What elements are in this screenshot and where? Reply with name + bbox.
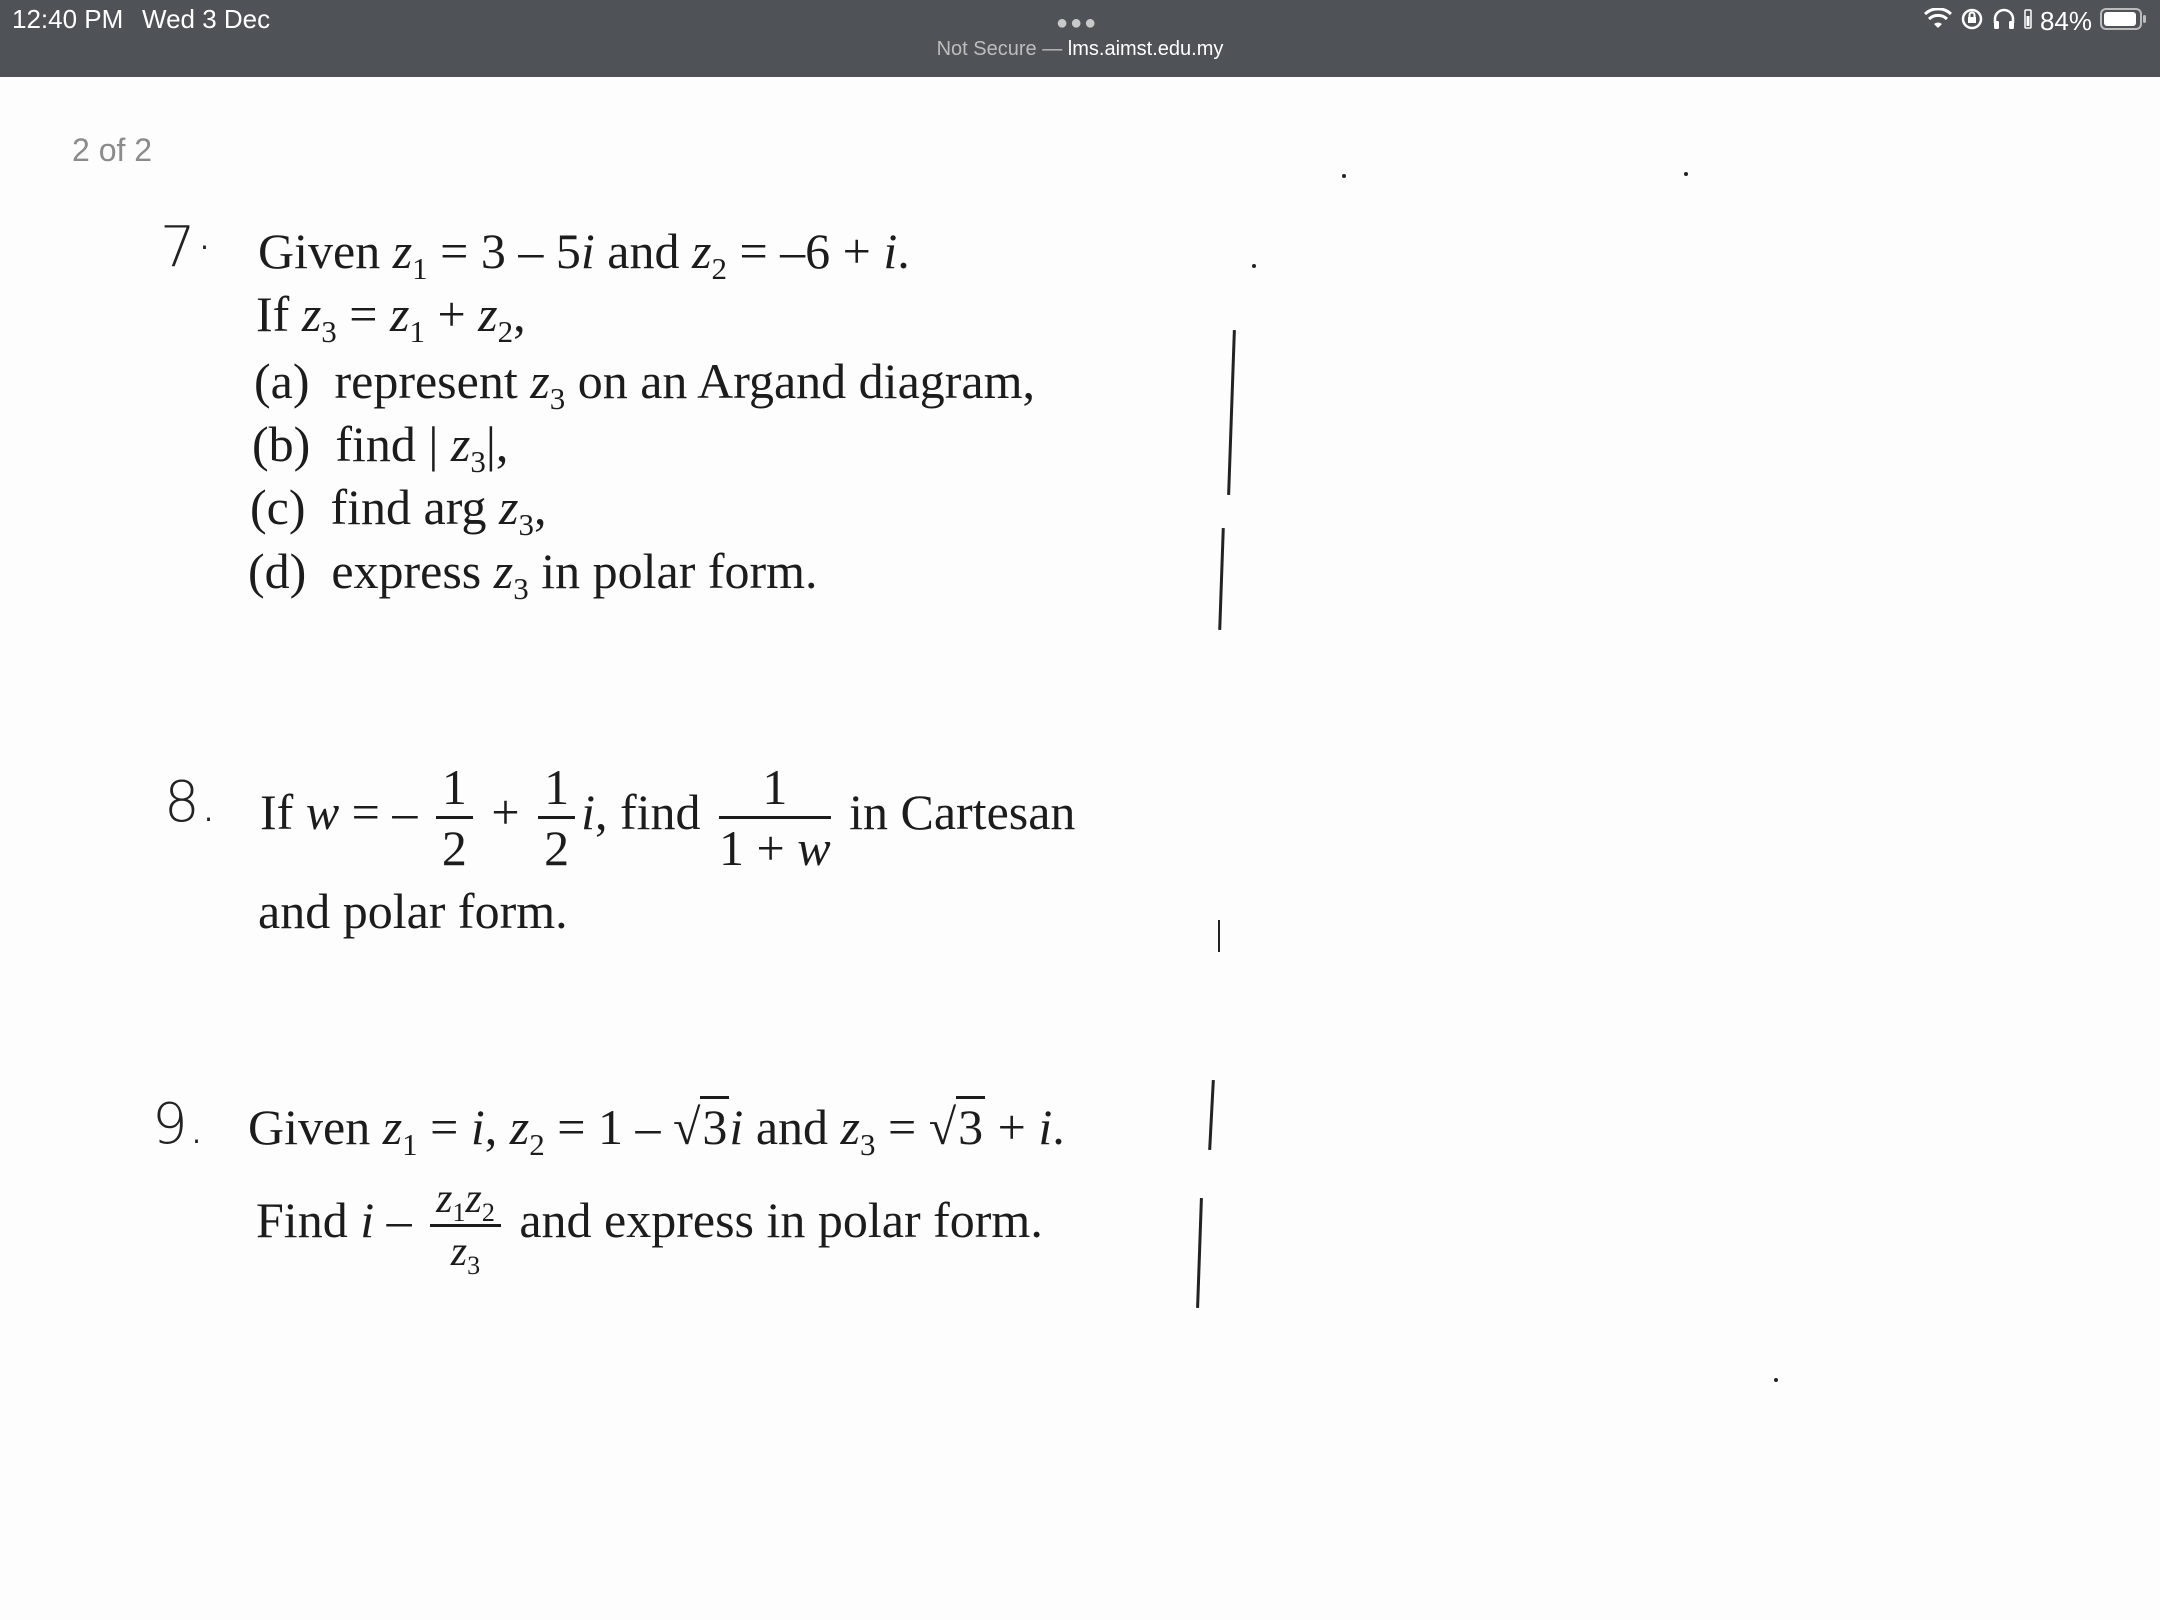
url-domain: lms.aimst.edu.my (1067, 38, 1224, 60)
var-z: z (465, 1176, 482, 1222)
var-i: i (360, 1191, 375, 1248)
subscript: 2 (497, 313, 514, 349)
text: + (491, 783, 520, 840)
text: Find (256, 1191, 348, 1248)
var-z: z (840, 1099, 860, 1155)
text: Given (258, 223, 381, 279)
var-z: z (450, 416, 471, 472)
numerator (430, 1178, 501, 1227)
subscript: 3 (467, 1251, 481, 1281)
subscript: 2 (529, 1126, 545, 1162)
question-number: 7· (160, 215, 214, 280)
scan-speck (1684, 172, 1688, 176)
subscript: 3 (470, 443, 486, 479)
text: on an Argand diagram, (577, 353, 1036, 409)
text: = 3 – 5 (440, 223, 581, 279)
part-label: (c) (250, 479, 306, 535)
battery-percentage: 84% (2039, 5, 2092, 36)
question-number: 8. (164, 770, 218, 835)
fraction-half (538, 759, 575, 876)
subscript: 3 (518, 506, 534, 542)
fraction-z1z2-over-z3 (430, 1176, 501, 1281)
text: If (260, 783, 294, 840)
denominator: 2 (544, 820, 570, 876)
q7-part-d (248, 542, 818, 606)
var-i: i (883, 223, 898, 279)
status-date: Wed 3 Dec (142, 4, 271, 34)
radicand: 3 (956, 1096, 985, 1155)
text: = –6 + (739, 223, 884, 279)
text: , (484, 1099, 498, 1155)
square-root: √3 (929, 1098, 985, 1156)
part-label: (d) (248, 543, 307, 599)
text: , (533, 479, 547, 535)
numerator: 1 (436, 762, 473, 819)
part-label: (b) (252, 416, 311, 472)
text: in polar form. (541, 543, 818, 599)
subscript: 3 (859, 1126, 876, 1162)
text: represent (334, 353, 518, 409)
subscript: 3 (513, 570, 529, 606)
q7-if-line (256, 285, 526, 349)
scan-speck (1774, 1378, 1778, 1382)
var-z: z (498, 479, 519, 535)
subscript: 1 (402, 1126, 418, 1162)
battery-icon (2100, 7, 2148, 36)
question-number: 9. (152, 1092, 206, 1157)
status-icons (1924, 4, 2148, 38)
headphones-icon (1992, 7, 2016, 36)
var-z: z (691, 223, 712, 279)
text: and (607, 223, 680, 279)
security-status: Not Secure (936, 38, 1037, 60)
page-indicator: 2 of 2 (72, 132, 153, 168)
var-i: i (470, 1099, 485, 1155)
q9-given-line (248, 1098, 1065, 1162)
orientation-lock-icon (1960, 7, 1984, 36)
wifi-icon (1924, 8, 1952, 35)
q7-part-a (254, 352, 1036, 416)
var-z: z (382, 1099, 403, 1155)
text: – (386, 1191, 412, 1248)
text: find arg (330, 479, 487, 535)
scan-speck (1252, 264, 1256, 268)
text: + (997, 1099, 1026, 1155)
denominator (719, 819, 831, 876)
var-z: z (493, 543, 514, 599)
var-z: z (530, 353, 550, 409)
text: 1 + (719, 820, 798, 876)
denominator (430, 1227, 501, 1281)
var-z: z (436, 1176, 453, 1222)
subscript: 3 (549, 380, 566, 416)
address-bar[interactable] (0, 38, 2160, 61)
q8-line-2: and polar form. (258, 883, 568, 939)
scan-speck (1342, 174, 1346, 178)
subscript: 1 (409, 313, 425, 349)
var-i: i (580, 223, 595, 279)
subscript: 2 (481, 1198, 495, 1228)
status-time: 12:40 PM (12, 4, 124, 34)
subscript: 3 (321, 313, 337, 349)
scan-margin-line (1227, 330, 1236, 495)
text: , find (594, 783, 701, 840)
denominator: 2 (441, 820, 467, 876)
q9-find-line (256, 1176, 1043, 1281)
var-z: z (301, 286, 322, 342)
scan-margin-line (1208, 1080, 1215, 1150)
q7-given-line (258, 222, 910, 286)
subscript: 1 (412, 250, 428, 286)
var-i: i (1038, 1099, 1053, 1155)
text: = (887, 1099, 917, 1155)
url-separator: — (1042, 38, 1063, 60)
q7-part-b (252, 415, 509, 479)
text: Given (248, 1099, 371, 1155)
var-z: z (450, 1229, 468, 1275)
more-options-icon[interactable]: ●●● (1056, 12, 1099, 34)
var-i: i (581, 783, 595, 840)
var-z: z (478, 286, 498, 342)
part-label: (a) (254, 353, 310, 409)
var-w: w (797, 820, 831, 876)
var-z: z (389, 286, 410, 342)
scan-margin-line (1196, 1198, 1203, 1308)
scan-margin-line (1218, 920, 1220, 952)
text: , (513, 286, 526, 342)
fraction-reciprocal (719, 759, 831, 876)
text: = (430, 1099, 459, 1155)
text: If (256, 286, 290, 342)
text: |, (485, 416, 509, 472)
text: . (897, 223, 910, 279)
text: = 1 – (557, 1099, 661, 1155)
text: and express in polar form. (519, 1191, 1043, 1248)
browser-top-bar (0, 0, 2160, 77)
fraction-half (436, 759, 473, 876)
text: = (349, 286, 378, 342)
text: in Cartesan (849, 783, 1076, 840)
numerator: 1 (719, 762, 831, 819)
text: find | (335, 416, 439, 472)
headphone-battery-icon (2024, 8, 2032, 35)
radicand: 3 (700, 1096, 729, 1155)
q8-line-1 (260, 759, 1076, 876)
square-root: √3 (673, 1098, 729, 1156)
subscript: 1 (452, 1198, 466, 1228)
subscript: 2 (711, 250, 727, 286)
numerator: 1 (538, 762, 575, 819)
text: express (331, 543, 482, 599)
var-i: i (729, 1099, 744, 1155)
text: . (1052, 1099, 1065, 1155)
text: and (755, 1099, 829, 1155)
scan-margin-line (1218, 528, 1225, 630)
var-z: z (509, 1099, 530, 1155)
var-w: w (305, 783, 340, 840)
text: + (437, 286, 466, 342)
text: = – (351, 783, 418, 840)
q7-part-c (250, 478, 547, 542)
var-z: z (392, 223, 413, 279)
